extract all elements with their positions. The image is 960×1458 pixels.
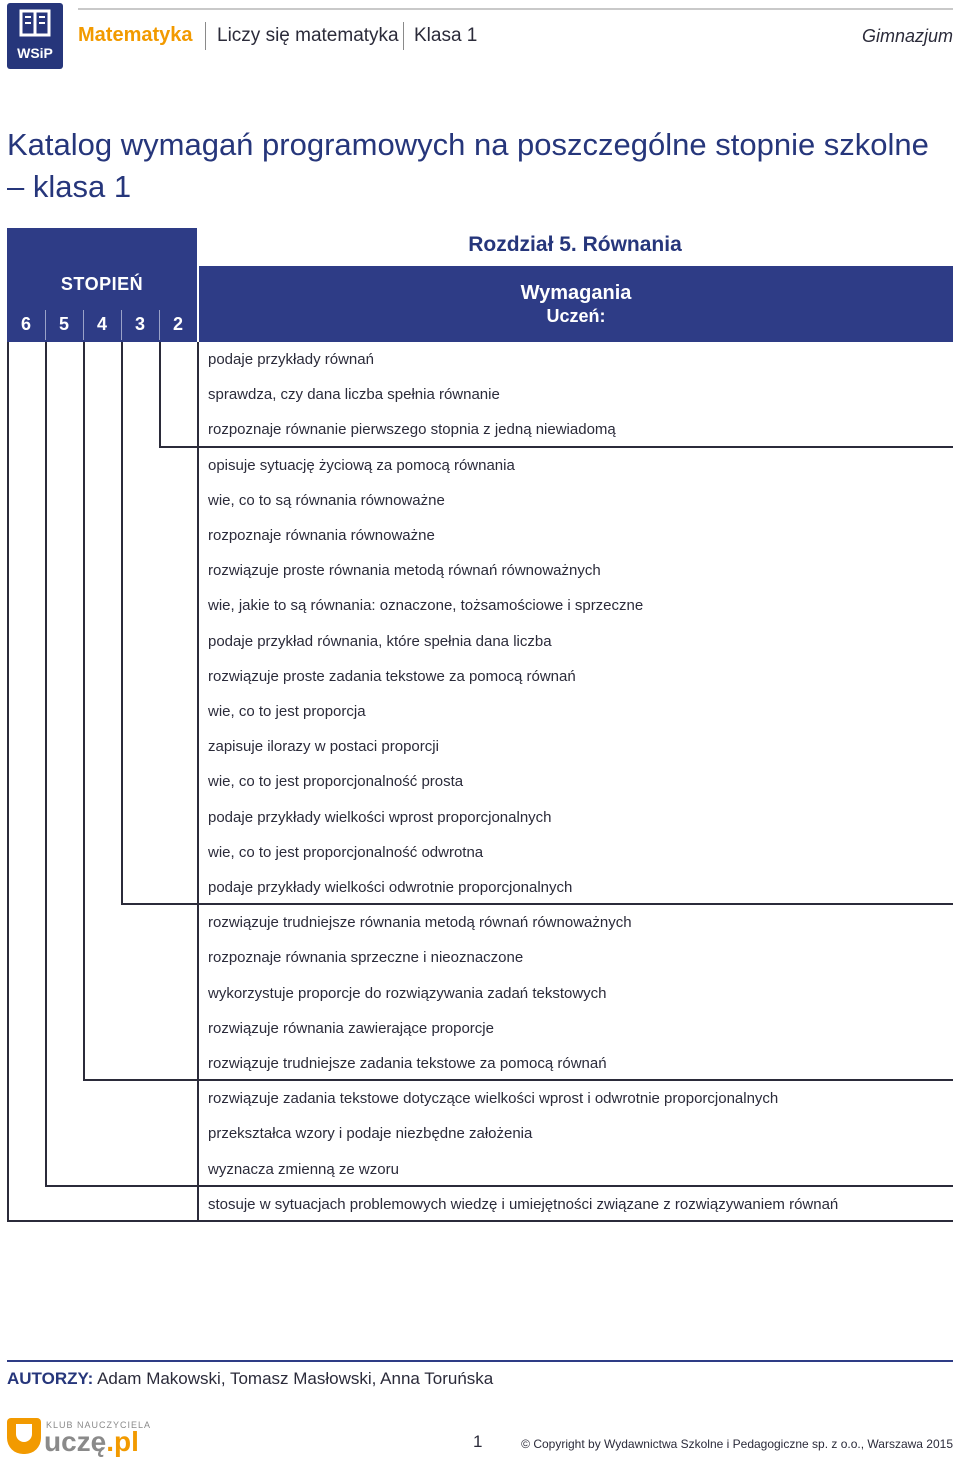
chapter-title: Rozdział 5. Równania [468, 233, 682, 256]
requirement-item: wie, jakie to są równania: oznaczone, tożsamościowe i sprzeczne [208, 597, 644, 615]
grade-label: Klasa 1 [414, 25, 478, 46]
level-6-underline [7, 1220, 953, 1222]
level-header: STOPIEŃ [60, 274, 144, 294]
requirement-item: rozwiązuje równania zawierające proporcje [208, 1019, 494, 1037]
requirement-item: stosuje w sytuacjach problemowych wiedzę i umiejętności związane z rozwiązywaniem równań [208, 1195, 839, 1213]
school-label: Gimnazjum [861, 26, 953, 46]
requirement-item: podaje przykłady wielkości odwrotnie proporcjonalnych [208, 879, 573, 896]
wsip-logo [7, 3, 63, 69]
level-5-underline [45, 1185, 953, 1187]
requirement-item: rozwiązuje trudniejsze zadania tekstowe za pomocą równań [208, 1055, 607, 1072]
level-4-bracket [83, 342, 85, 1081]
level-4: 4 [96, 314, 107, 334]
requirement-item: rozwiązuje proste zadania tekstowe za pomocą równań [208, 667, 576, 685]
club-small-text: KLUB NAUCZYCIELA [46, 1420, 152, 1430]
header-rule [78, 8, 953, 10]
page-title: Katalog wymagań programowych na poszczególne stopnie szkolne – klasa 1 [7, 127, 929, 204]
requirement-item: wie, co to jest proporcja [208, 703, 366, 720]
level-2-underline [159, 446, 953, 448]
requirement-item: zapisuje ilorazy w postaci proporcji [208, 738, 439, 756]
copyright: © Copyright by Wydawnictwa Szkolne i Pedagogiczne sp. z o.o., Warszawa 2015 [521, 1437, 953, 1451]
level-5-bracket [45, 342, 47, 1187]
authors-names: Adam Makowski, Tomasz Masłowski, Anna Toruńska [97, 1369, 494, 1388]
authors-line [7, 1369, 493, 1389]
level-6-bracket [7, 342, 9, 1222]
requirement-item: wyznacza zmienną ze wzoru [208, 1160, 399, 1178]
requirement-item: rozpoznaje równania równoważne [208, 527, 435, 544]
page-number: 1 [473, 1432, 483, 1451]
book-icon [7, 3, 63, 43]
level-4-underline [83, 1079, 953, 1081]
level-3: 3 [134, 314, 145, 334]
level-3-underline [121, 903, 953, 905]
header-divider [403, 22, 404, 50]
authors-label: AUTORZY: [7, 1369, 94, 1388]
level-2: 2 [172, 314, 183, 334]
requirement-item: wie, co to jest proporcjonalność odwrotna [208, 843, 484, 861]
requirement-item: rozwiązuje proste równania metodą równań równoważnych [208, 562, 601, 580]
requirement-item: rozpoznaje równanie pierwszego stopnia z jedną niewiadomą [208, 421, 616, 439]
requirement-item: podaje przykład równania, które spełnia dana liczba [208, 632, 552, 650]
requirement-item: podaje przykłady wielkości wprost proporcjonalnych [208, 808, 552, 826]
club-logo-icon [7, 1418, 41, 1454]
level-6: 6 [20, 314, 31, 334]
requirements-header: Wymagania [520, 282, 632, 304]
requirement-item: rozpoznaje równania sprzeczne i nieoznaczone [208, 949, 524, 967]
requirement-item: rozwiązuje trudniejsze równania metodą równań równoważnych [208, 914, 632, 932]
requirements-subheader: Uczeń: [546, 306, 606, 326]
requirement-item: podaje przykłady równań [208, 351, 374, 368]
club-name: uczę [44, 1426, 107, 1457]
requirement-item: sprawdza, czy dana liczba spełnia równanie [208, 386, 500, 404]
requirement-item: przekształca wzory i podaje niezbędne założenia [208, 1125, 533, 1143]
requirement-item: rozwiązuje zadania tekstowe dotyczące wielkości wprost i odwrotnie proporcjonalnych [208, 1090, 779, 1108]
subject-label: Matematyka [78, 24, 193, 46]
club-domain: .pl [106, 1426, 139, 1457]
header-divider [205, 22, 206, 50]
logo-text: WSiP [17, 45, 53, 61]
requirement-item: wie, co to jest proporcjonalność prosta [208, 773, 464, 791]
series-label: Liczy się matematyka [217, 25, 399, 46]
requirement-item: wie, co to są równania równoważne [208, 491, 445, 509]
requirement-item: wykorzystuje proporcje do rozwiązywania zadań tekstowych [208, 984, 607, 1002]
club-logo-text [44, 1426, 139, 1458]
column-divider [197, 342, 199, 1222]
level-2-bracket [159, 342, 161, 448]
level-5: 5 [58, 314, 69, 334]
requirement-item: opisuje sytuację życiową za pomocą równania [208, 456, 515, 474]
footer-rule [7, 1360, 953, 1362]
level-3-bracket [121, 342, 123, 905]
